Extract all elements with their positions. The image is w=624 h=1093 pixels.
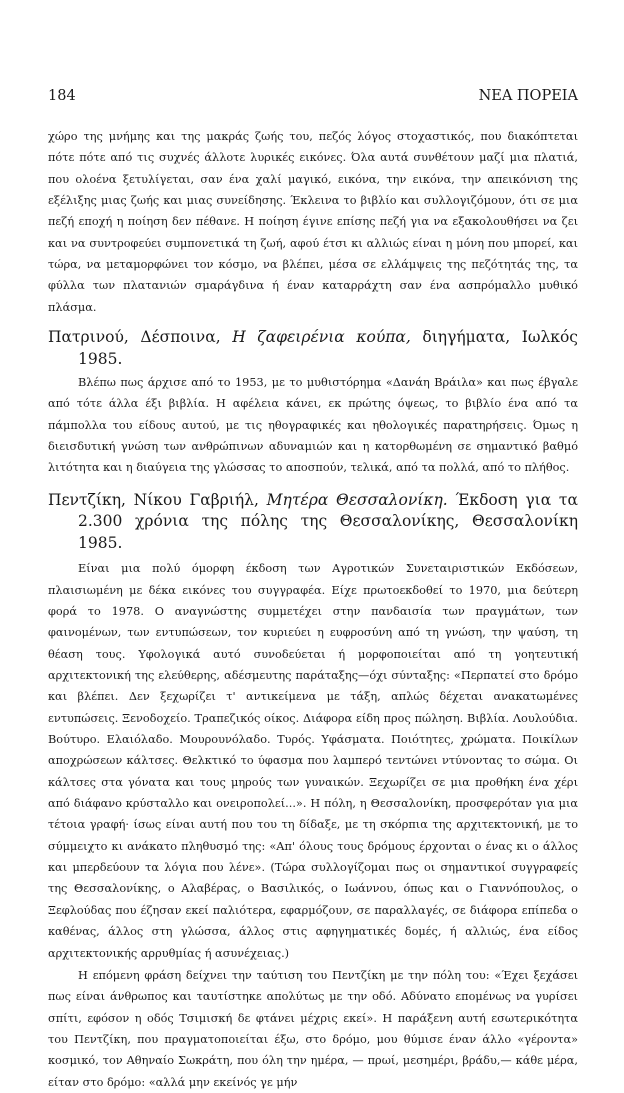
entry-title: Μητέρα Θεσσαλονίκη.: [266, 490, 448, 509]
journal-title: ΝΕΑ ΠΟΡΕΙΑ: [478, 88, 578, 104]
entry-author: Πατρινού, Δέσποινα,: [48, 328, 221, 347]
entry-details: διηγήματα, Ιωλκός 1985.: [78, 328, 578, 368]
paragraph-review-pentzikis: Είναι μια πολύ όμορφη έκδοση των Αγροτικών Συνεταιριστικών Εκδόσεων, πλαισιωμένη με δέκα εικόνες του συγγραφέα. Είχε πρωτοεκδοθεί το 1970, μια δεύτερη φορά το 1978. Ο αναγνώστης συμμετέχει στην πανδαισία των πραγμάτων, των φαινομένων, των εντυπώσεων, τον κυριεύει η ευφροσύνη από τη γνώση, την ψαύση, τη θέαση τους. Υφολογικά αυτό συνοδεύεται ή μορφοποιείται από τη γοητευτική αρχιτεκτονική της ελεύθερης, αδέσμευτης παράταξης—όχι σύνταξης: «Περπατεί στο δρόμο και βλέπει. Δεν ξεχωρίζει τ' αντικείμενα με τάξη, απλώς δέχεται ανακατωμένες εντυπώσεις. Ξενοδοχείο. Τραπεζικός οίκος. Διάφορα είδη προς πώληση. Βιβλία. Λουλούδια. Βούτυρο. Ελαιόλαδο. Μουρουνόλαδο. Τυρός. Υφάσματα. Ποιότητες, χρώματα. Ποικίλων αποχρώσεων κάλτσες. Θελκτικό το ύφασμα που λαμπερό τεντώνει ντύνοντας το σώμα. Οι κάλτσες στα γόνατα και τους μηρούς των γυναικών. Ξεχωρίζει σε μια προθήκη ένα χέρι από διάφανο κρύσταλλο και ονειροπολεί...». Η πόλη, η Θεσσαλονίκη, προσφερόταν για μια τέτοια γραφή· ίσως είναι αυτή που του τη δίδαξε, με τη σκόρπια της αρχιτεκτονική, με το σύμμειχτο κι ανάκατο πληθυσμό της: «Απ' όλους τους δρόμους έρχονται ο ένας κι ο άλλος και μπερδεύουν τα λόγια που λένε». (Τώρα συλλογίζομαι πως οι σημαντικοί συγγραφείς της Θεσσαλονίκης, ο Αλαβέρας, ο Βασιλικός, ο Ιωάννου, όπως και ο Γιαννόπουλος, ο Ξεφλούδας που έζησαν εκεί παλιότερα, εφαρμόζουν, σε παραλλαγές, σε διάφορα επίπεδα ο καθένας, άλλος στη γλώσσα, άλλος στις αφηγηματικές δομές, ή αλλιώς, ένα είδος αρχιτεκτονικής αρρυθμίας ή ασυνέχειας.): [48, 562, 578, 960]
paragraph-continued-review: χώρο της μνήμης και της μακράς ζωής του, πεζός λόγος στοχαστικός, που διακόπτεται πότε πότε από τις συχνές άλλοτε λυρικές εικόνες. Όλα αυτά συνθέτουν μαζί μια πλατιά, που ολοένα ξετυλίγεται, σαν ένα χαλί μαγικό, εικόνα, την εικόνα, την απεικόνιση της εξέλιξης μιας ζωής και μιας συνείδησης. Έκλεινα το βιβλίο και συλλογιζόμουν, ότι σε μια πεζή εποχή η ποίηση δεν πέθανε. Η ποίηση έγινε επίσης πεζή για να εξακολουθήσει να ζει και να συντροφεύει συμπονετικά τη ζωή, αφού έτσι κι αλλιώς είναι η μόνη που μπορεί, και τώρα, να μεταμορφώνει τον κόσμο, να βλέπει, μέσα σε ελλάμψεις της πεζότητάς της, τα φύλλα των πλατανιών σμαράγδινα ή έναν καταρράχτη σαν ένα ασπρόμαλλο μυθικό πλάσμα.: [48, 130, 578, 314]
page-number: 184: [48, 88, 76, 104]
book-entry-patrinou: [48, 327, 578, 370]
paragraph-review-patrinou: Βλέπω πως άρχισε από το 1953, με το μυθιστόρημα «Δανάη Βράιλα» και πως έβγαλε από τότε άλλα έξι βιβλία. Η αφέλεια κάνει, εκ πρώτης όψεως, το βιβλίο ένα από τα πάμπολλα του είδους αυτού, με τις ηθογραφικές και ηθολογικές παρατηρήσεις. Όμως η διεισδυτική γνώση των ανθρώπινων αδυναμιών και η κατορθωμένη σε σημαντικό βαθμό λιτότητα και η διαύγεια της γλώσσας το αποσπούν, τελικά, από τα πολλά, από το πλήθος.: [48, 376, 578, 475]
entry-title: Η ζαφειρένια κούπα,: [232, 328, 411, 347]
page-body: [48, 126, 578, 1093]
paragraph-review-pentzikis-continued: Η επόμενη φράση δείχνει την ταύτιση του Πεντζίκη με την πόλη του: «Έχει ξεχάσει πως είναι άνθρωπος και ταυτίστηκε απολύτως με την οδό. Αδύνατο επομένως να γυρίσει σπίτι, εφόσον η οδός Τσιμισκή δε φτάνει μέχρις εκεί». Η παράξενη αυτή εσωτερικότητα του Πεντζίκη, που πραγματοποιείται έξω, στο δρόμο, μου θύμισε έναν άλλο «γέροντα» κοσμικό, τον Αθηναίο Σωκράτη, που όλη την ημέρα, — πρωί, μεσημέρι, βράδυ,— κάθε μέρα, είταν στο δρόμο: «αλλά μην εκείνός γε μήν: [48, 968, 578, 1089]
running-head: [48, 88, 578, 104]
book-entry-pentzikis: [48, 490, 578, 555]
entry-author: Πεντζίκη, Νίκου Γαβριήλ,: [48, 490, 259, 509]
entry-details: Έκδοση για τα 2.300 χρόνια της πόλης της Θεσσαλονίκης, Θεσσαλονίκη 1985.: [78, 490, 578, 552]
